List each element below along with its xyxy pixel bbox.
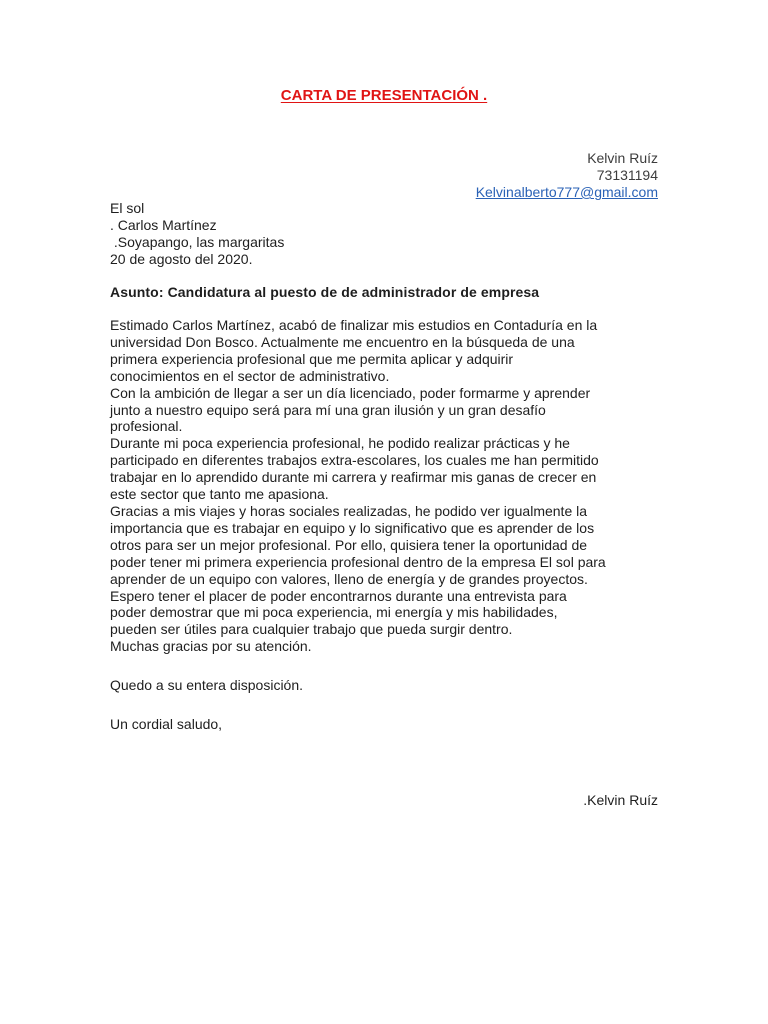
body-line: Gracias a mis viajes y horas sociales realizadas, he podido ver igualmente la: [110, 502, 588, 519]
body-line: profesional.: [110, 418, 183, 435]
body-line: Con la ambición de llegar a ser un día licenciado, poder formarme y aprender: [110, 384, 591, 401]
recipient-company: El sol: [110, 200, 145, 216]
body-line: trabajar en lo aprendido durante mi carrera y reafirmar mis ganas de crecer en: [110, 469, 597, 486]
closing-availability: Quedo a su entera disposición.: [110, 677, 304, 693]
letter-body: [110, 317, 670, 655]
body-line: universidad Don Bosco. Actualmente me encuentro en la búsqueda de una: [110, 333, 575, 350]
body-line: participado en diferentes trabajos extra-escolares, los cuales me han permitido: [110, 452, 599, 469]
document-title: CARTA DE PRESENTACIÓN .: [280, 87, 488, 104]
recipient-address: .Soyapango, las margaritas: [110, 234, 285, 250]
recipient-name: . Carlos Martínez: [110, 217, 217, 233]
body-line: aprender de un equipo con valores, lleno de energía y de grandes proyectos.: [110, 570, 588, 587]
sender-name: Kelvin Ruíz: [587, 150, 658, 166]
body-line: Durante mi poca experiencia profesional, he podido realizar prácticas y he: [110, 435, 570, 452]
body-line: conocimientos en el sector de administrativo.: [110, 367, 390, 384]
letter-date: 20 de agosto del 2020.: [110, 251, 253, 267]
recipient-block: [110, 200, 284, 268]
body-line: poder demostrar que mi poca experiencia, mi energía y mis habilidades,: [110, 604, 558, 621]
body-line: junto a nuestro equipo será para mí una gran ilusión y un gran desafío: [110, 401, 546, 418]
sender-email-link[interactable]: Kelvinalberto777@gmail.com: [475, 184, 658, 200]
body-line: primera experiencia profesional que me permita aplicar y adquirir: [110, 350, 514, 367]
body-line: otros para ser un mejor profesional. Por ello, quisiera tener la oportunidad de: [110, 536, 588, 553]
sender-block: [476, 150, 658, 201]
body-line: importancia que es trabajar en equipo y lo significativo que es aprender de los: [110, 519, 595, 536]
letter-subject: Asunto: Candidatura al puesto de de administrador de empresa: [110, 284, 540, 300]
sender-phone: 73131194: [596, 167, 658, 183]
closing-greeting: Un cordial saludo,: [110, 716, 223, 732]
body-line: Estimado Carlos Martínez, acabó de finalizar mis estudios en Contaduría en la: [110, 317, 598, 333]
body-line: este sector que tanto me apasiona.: [110, 486, 329, 503]
body-line: pueden ser útiles para cualquier trabajo que pueda surgir dentro.: [110, 621, 513, 638]
body-line: Espero tener el placer de poder encontrarnos durante una entrevista para: [110, 587, 567, 604]
signature: .Kelvin Ruíz: [583, 792, 658, 808]
body-line: poder tener mi primera experiencia profesional dentro de la empresa El sol para: [110, 553, 606, 570]
body-line: Muchas gracias por su atención.: [110, 638, 312, 655]
